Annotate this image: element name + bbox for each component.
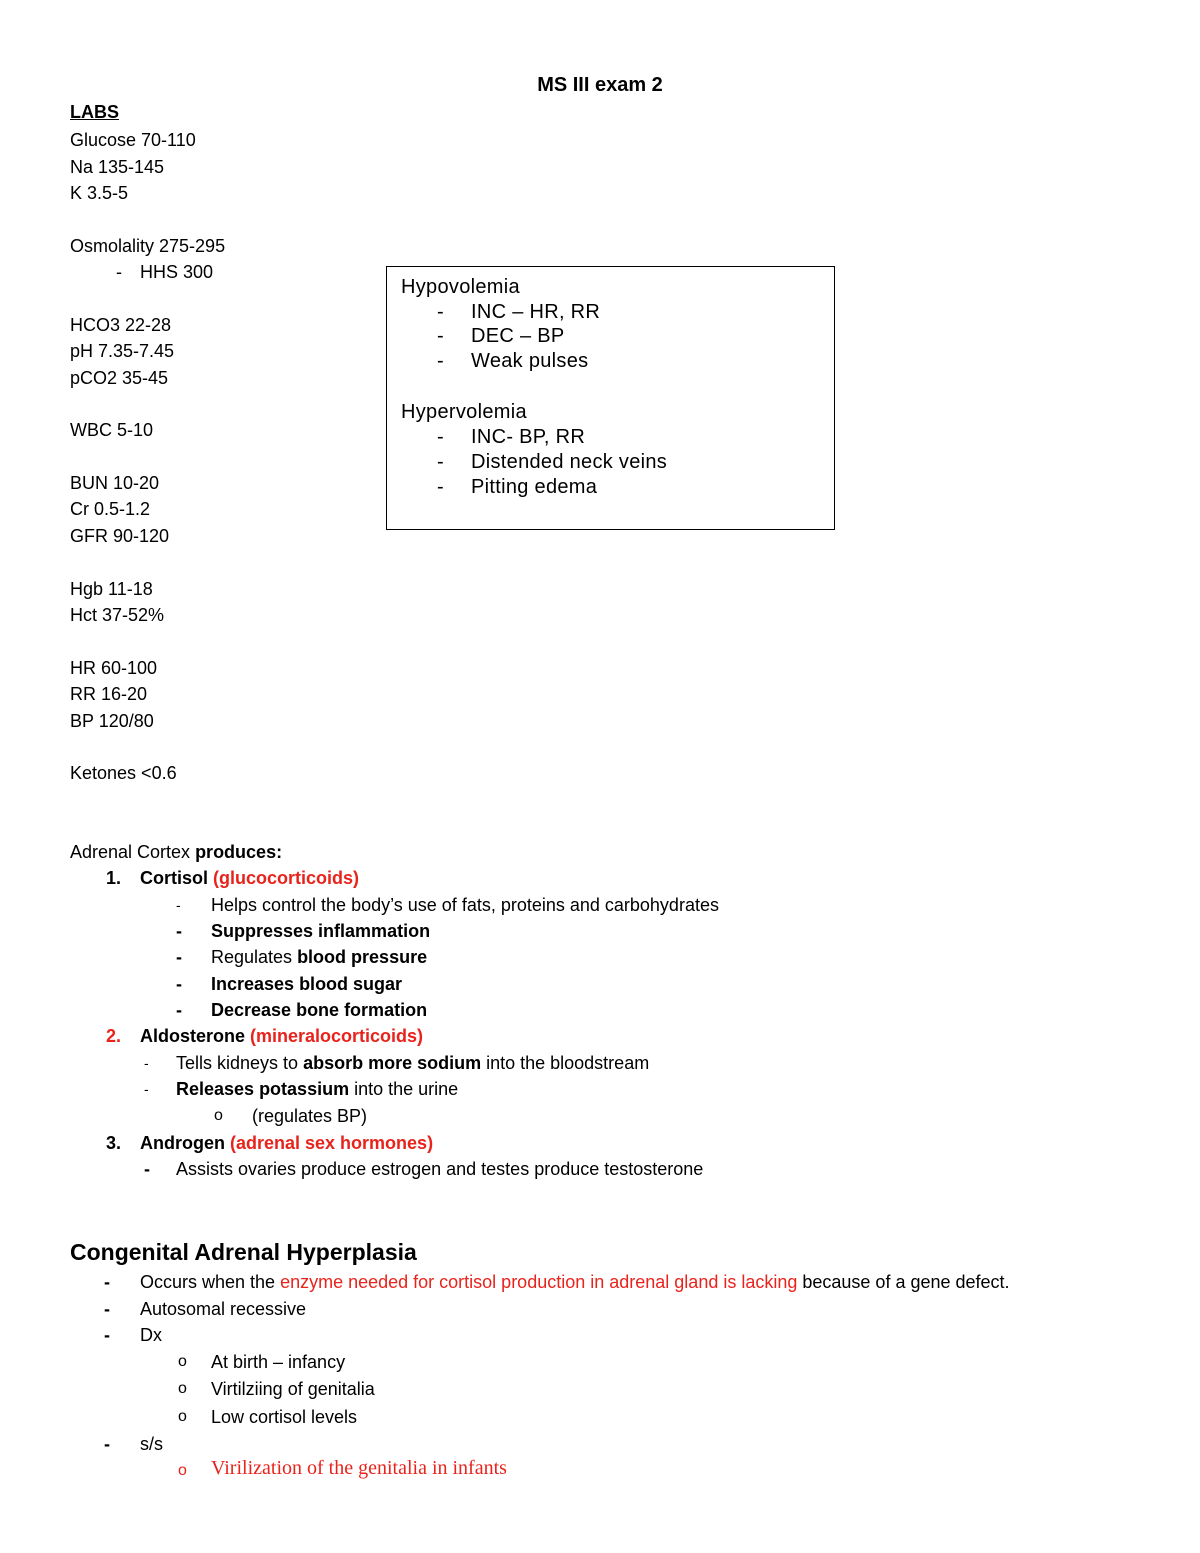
circle-bullet: o [178,1408,187,1425]
labs-heading: LABS [70,102,119,122]
lab-rr: RR 16-20 [70,684,148,704]
dash-bullet: - [437,426,444,448]
cortisol-regulates-bold: blood pressure [297,947,428,967]
dash-bullet: - [176,947,182,967]
aldosterone-name: Aldosterone [140,1026,251,1046]
cortisol-helps: Helps control the body’s use of fats, proteins and carbohydrates [211,895,719,915]
lab-bp: BP 120/80 [70,711,154,731]
dash-bullet: - [104,1325,110,1345]
dash-bullet: - [176,897,181,913]
cortisol-type: (glucocorticoids) [213,868,360,888]
cortisol-decrease: Decrease bone formation [211,1000,428,1020]
hypervolemia-title: Hypervolemia [401,401,527,423]
occurs-text: Occurs when the [140,1272,281,1292]
circle-bullet: o [178,1380,187,1397]
lab-potassium: K 3.5-5 [70,183,129,203]
cortisol-increases: Increases blood sugar [211,974,403,994]
aldosterone-number: 2. [106,1026,122,1046]
aldosterone-type: (mineralocorticoids) [250,1026,424,1046]
dash-bullet: - [104,1434,110,1454]
lab-gfr: GFR 90-120 [70,526,170,546]
cortisol-number: 1. [106,868,122,888]
releases-text: into the urine [349,1079,459,1099]
androgen-heading [140,1132,433,1154]
aldosterone-releases [176,1078,458,1100]
dash-bullet: - [144,1081,149,1097]
dash-bullet: - [144,1159,150,1179]
circle-bullet: o [178,1353,187,1370]
hyper-item: INC- BP, RR [471,426,586,448]
lab-pco2: pCO2 35-45 [70,368,169,388]
dash-bullet: - [176,1000,182,1020]
lab-glucose: Glucose 70-110 [70,130,196,150]
lab-cr: Cr 0.5-1.2 [70,499,151,519]
lab-hr: HR 60-100 [70,658,158,678]
cortisol-regulates-text: Regulates [211,947,298,967]
aldosterone-regulates-bp: (regulates BP) [252,1106,368,1126]
cah-heading: Congenital Adrenal Hyperplasia [70,1239,417,1265]
dash-bullet: - [144,1055,149,1071]
androgen-type: (adrenal sex hormones) [230,1133,434,1153]
lab-hhs: HHS 300 [140,262,214,282]
dash-bullet: - [104,1272,110,1292]
lab-hco3: HCO3 22-28 [70,315,172,335]
cah-dx: Dx [140,1325,162,1345]
dash-bullet: - [437,301,444,323]
lab-hgb: Hgb 11-18 [70,579,153,599]
hypo-item: Weak pulses [471,350,589,372]
dash-bullet: - [437,350,444,372]
aldosterone-heading [140,1025,423,1047]
circle-bullet: o [214,1107,223,1124]
tells-bold: absorb more sodium [303,1053,482,1073]
cortisol-regulates [211,946,427,968]
dash-bullet: - [176,921,182,941]
occurs-red: enzyme needed for cortisol production in adrenal gland is lacking [280,1272,798,1292]
androgen-name: Androgen [140,1133,230,1153]
releases-bold: Releases potassium [176,1079,350,1099]
hypo-item: INC – HR, RR [471,301,601,323]
circle-bullet: o [178,1462,187,1479]
cah-dx-item: Low cortisol levels [211,1407,358,1427]
lab-osmolality: Osmolality 275-295 [70,236,226,256]
dash-bullet: - [437,325,444,347]
cah-dx-item: Virtilziing of genitalia [211,1379,375,1399]
lab-wbc: WBC 5-10 [70,420,154,440]
lab-hct: Hct 37-52% [70,605,165,625]
hyper-item: Pitting edema [471,476,598,498]
cah-occurs [140,1271,1010,1293]
lab-ketones: Ketones <0.6 [70,763,177,783]
cah-dx-item: At birth – infancy [211,1352,346,1372]
hypo-item: DEC – BP [471,325,565,347]
tells-text-end: into the bloodstream [481,1053,650,1073]
aldosterone-tells [176,1052,649,1074]
dash-bullet: - [437,451,444,473]
hyper-item: Distended neck veins [471,451,668,473]
cah-ss: s/s [140,1434,164,1454]
adrenal-intro-text: Adrenal Cortex [70,842,196,862]
cah-ss-item: Virilization of the genitalia in infants [211,1457,507,1479]
occurs-text-end: because of a gene defect. [797,1272,1010,1292]
page-title: MS III exam 2 [537,74,663,96]
tells-text: Tells kidneys to [176,1053,304,1073]
dash-bullet: - [104,1299,110,1319]
hypovolemia-title: Hypovolemia [401,276,520,298]
lab-ph: pH 7.35-7.45 [70,341,175,361]
dash-bullet: - [116,262,122,282]
cortisol-suppresses: Suppresses inflammation [211,921,431,941]
androgen-number: 3. [106,1133,122,1153]
cortisol-name: Cortisol [140,868,214,888]
lab-bun: BUN 10-20 [70,473,160,493]
androgen-assists: Assists ovaries produce estrogen and testes produce testosterone [176,1159,704,1179]
dash-bullet: - [437,476,444,498]
cah-autosomal: Autosomal recessive [140,1299,307,1319]
adrenal-intro [70,841,282,863]
lab-sodium: Na 135-145 [70,157,165,177]
cortisol-heading [140,867,359,889]
dash-bullet: - [176,974,182,994]
volume-box [386,266,835,530]
adrenal-intro-bold: produces: [195,842,283,862]
